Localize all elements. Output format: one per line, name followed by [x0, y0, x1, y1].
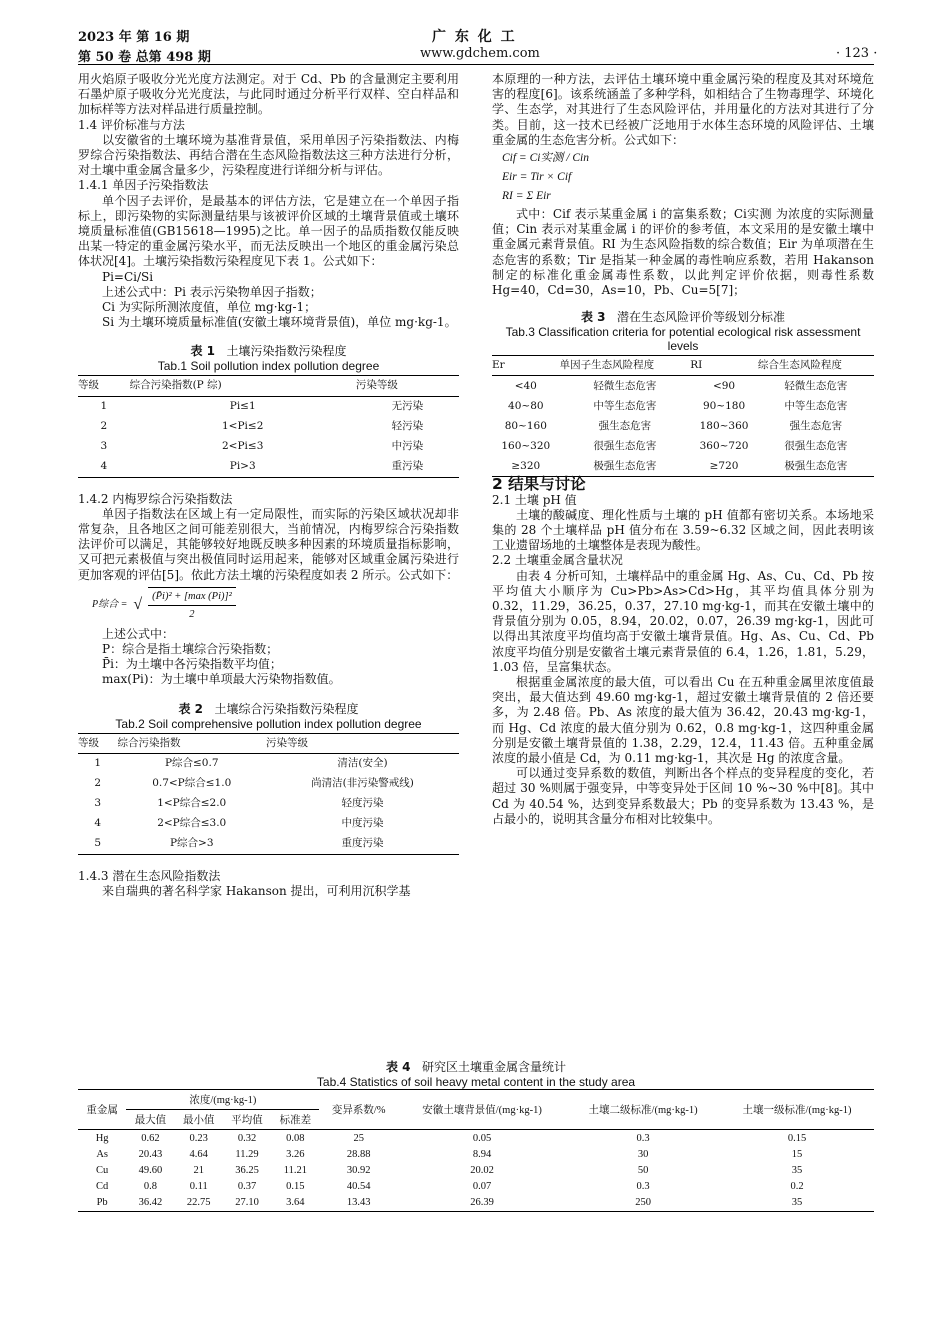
table-header: 土壤二级标准/(mg·kg-1)	[566, 1090, 720, 1130]
table-row: 4 Pi>3 重污染	[78, 457, 459, 477]
formula-nemerow: P综合 = √ (P̄i)² + [max (Pi)]² 2	[92, 587, 459, 623]
table4-caption: 表 4 研究区土壤重金属含量统计	[386, 1060, 566, 1074]
table-header: 综合生态风险程度	[758, 356, 874, 376]
journal-url[interactable]: www.gdchem.com	[420, 46, 540, 61]
definition: max(Pi)：为土壤中单项最大污染物指数值。	[102, 672, 341, 687]
table-row: 1 Pi≤1 无污染	[100, 400, 424, 413]
journal-name: 广 东 化 工	[432, 29, 517, 45]
definition: 上述公式中：Pi 表示污染物单因子指数；	[102, 284, 322, 299]
table-header: 安徽土壤背景值/(mg·kg-1)	[398, 1090, 566, 1130]
table-row: As 20.43 4.64 11.29 3.26 28.88 8.94 30 15	[96, 1148, 803, 1160]
formula-enrichment: Cif = Ci实测 / Cin	[502, 152, 589, 165]
table4-caption-en: Tab.4 Statistics of soil heavy metal content in the study area	[316, 1075, 636, 1089]
table-row: 1 P综合≤0.7 清洁(安全)	[94, 757, 388, 770]
formula-single-factor: Pi=Ci/Si	[102, 269, 154, 284]
section-heading: 2.2 土壤重金属含量状况	[492, 553, 623, 568]
section-heading: 1.4.2 内梅罗综合污染指数法	[78, 491, 233, 506]
definition: P̄i：为土壤中各污染指数平均值；	[102, 657, 282, 672]
table4-block	[78, 1060, 874, 1212]
section-heading: 1.4.3 潜在生态风险指数法	[78, 868, 221, 883]
table-subheader: 最大值	[126, 1110, 174, 1130]
table2-caption: 表 2 土壤综合污染指数污染程度	[178, 701, 359, 716]
paragraph: 用火焰原子吸收分光光度方法测定。对于 Cd、Pb 的含量测定主要利用石墨炉原子吸收分光光度法，与此同时通过分析平行双样、空白样品和加标样等方法对样品进行质量控制。	[78, 72, 459, 117]
paragraph: 由表 4 分析可知，土壤样品中的重金属 Hg、As、Cu、Cd、Pb 按平均值大小顺序为 Cu>Pb>As>Cd>Hg，其平均值具体分别为 0.32，11.29，36.25，0.37，27.10 mg·kg-1，而其在安徽土壤中的背景值分别为 0.05，8.94，20.02，0.07，26.39 mg·kg-1，因此可以得出其浓度平均值均高于安徽土壤背景值。Hg、As、Cu、Cd、Pb 浓度平均值分别是安徽省土壤元素背景值的 6.4，1.26，1.81，5.29，1.03 倍，呈富集状态。	[492, 568, 874, 674]
header-rule	[78, 64, 874, 65]
table-subheader: 平均值	[223, 1110, 271, 1130]
section-heading: 1.4.1 单因子污染指数法	[78, 178, 209, 193]
paragraph: 土壤的酸碱度、理化性质与土壤的 pH 值都有密切关系。本场地采集的 28 个土壤样品 pH 值分布在 3.59~6.32 区域之间，因此表明该工业遗留场地的土壤整体是表现为酸性。	[492, 507, 874, 553]
section-heading: 2.1 土壤 pH 值	[492, 492, 577, 507]
table2-caption-en: Tab.2 Soil comprehensive pollution index pollution degree	[115, 716, 422, 731]
table-header: 浓度/(mg·kg-1)	[126, 1090, 319, 1110]
table-row: ≥320 极强生态危害 ≥720 极强生态危害	[492, 456, 874, 476]
table-row: 3 1<P综合≤2.0 轻度污染	[94, 797, 384, 810]
section-heading: 1.4 评价标准与方法	[78, 117, 185, 132]
table1-caption: 表 1 土壤污染指数污染程度	[190, 344, 347, 359]
paragraph: 式中：Cif 表示某重金属 i 的富集系数；Ci实测 为浓度的实际测量值；Cin 表示对某重金属 i 的评价的参考值，本文采用的是安徽土壤中重金属元素背景值。RI 为生态风险指数的综合数值；Eir 为单项潜在生态危害的系数；Tir 是指某一种金属的毒性响应系数，若用 Hakanson 制定的标准化重金属毒性系数，以此判定评价依据，则毒性系数 Hg=40，Cd=30，As=10，Pb、Cu=5[7]；	[492, 207, 874, 298]
table1	[78, 375, 459, 477]
table3-caption: 表 3 潜在生态风险评价等级划分标准	[581, 310, 785, 325]
paragraph: 以安徽省的土壤环境为基准背景值，采用单因子污染指数法、内梅罗综合污染指数法、再结合潜在生态风险指数法这三种方法进行分析，对土壤中重金属含量多少，污染程度进行详细分析与评估。	[78, 132, 459, 178]
table-header: 土壤一级标准/(mg·kg-1)	[720, 1090, 874, 1130]
table-header: RI	[690, 356, 758, 376]
table-header: 重金属	[78, 1090, 126, 1130]
page-number: · 123 ·	[836, 46, 878, 61]
paragraph: 可以通过变异系数的数值，判断出各个样点的变异程度的变化，若超过 30 %则属于强变异，中等变异处于区间 10 %~30 %中[8]。其中 Cd 为 40.54 %，达到变异系数最大；Pb 的变异系数为 13.43 %，是占最小的，说明其含量分布相对比较集中。	[492, 766, 874, 826]
table-row: Cd 0.8 0.11 0.37 0.15 40.54 0.07 0.3 0.2	[96, 1181, 804, 1193]
table-row: 40~80 中等生态危害 90~180 中等生态危害	[508, 399, 848, 412]
formula-single-risk: Eir = Tir × Cif	[502, 171, 572, 184]
table-header: 变异系数/%	[319, 1090, 397, 1130]
table3-caption-en: Tab.3 Classification criteria for potential ecological risk assessment levels	[505, 325, 861, 354]
table-row: Pb 36.42 22.75 27.10 3.64 13.43 26.39 250 35	[78, 1195, 874, 1212]
table-header: 等级	[78, 733, 117, 753]
paragraph: 本原理的一种方法，去评估土壤环境中重金属污染的程度及其对环境危害的程度[6]。该系统涵盖了多种学科，如相结合了生物毒理学、环境化学、生态学，对其进行了生态风险评估，并用量化的方法对其进行了分类。目前，这一技术已经被广泛地用于水体生态环境的风险评估、土壤重金属的生态危害分析。公式如下：	[492, 72, 874, 147]
table-row: 2 1<Pi≤2 轻污染	[100, 420, 424, 433]
table-header: 单因子生态风险程度	[560, 356, 691, 376]
table-row: 4 2<P综合≤3.0 中度污染	[94, 817, 384, 830]
right-column	[492, 72, 874, 827]
table-subheader: 最小值	[175, 1110, 223, 1130]
table-header: 污染等级	[356, 376, 459, 396]
left-column	[78, 72, 459, 899]
paragraph: 根据重金属浓度的最大值，可以看出 Cu 在五种重金属里浓度值最突出，最大值达到 49.60 mg·kg-1，超过安徽土壤背景值的 2 倍还要多，为 2.48 倍。Pb、As 浓度的最大值为 36.42，20.43 mg·kg-1，而 Hg、Cd 浓度的最大值分别为 0.62，0.8 mg·kg-1，这四种重金属分别是安徽土壤背景值的 1.38，2.29，12.4，11.43 倍。五种重金属浓度的最小值是 Cd，为 0.11 mg·kg-1，其次是 Hg 的浓度含量。	[492, 675, 874, 766]
definition: P：综合是指土壤综合污染指数；	[102, 642, 279, 657]
definition: Ci 为实际所测浓度值，单位 mg·kg-1；	[102, 300, 317, 315]
paragraph: 单因子指数法在区域上有一定局限性，而实际的污染区域状况却非常复杂，且各地区之间可能差别很大，当前情况，内梅罗综合污染指数法评价可以满足，其能够较好地既反映多种因素的环境质量指标影响，又可把元素极值与突出极值同时运用起来，能够对区域重金属污染进行更加客观的评估[5]。依此方法土壤的污染程度如表 2 所示。公式如下：	[78, 506, 459, 582]
table-row: 2 0.7<P综合≤1.0 尚清洁(非污染警戒线)	[94, 777, 414, 790]
definition: 上述公式中：	[102, 626, 175, 641]
definition: Si 为土壤环境质量标准值(安徽土壤环境背景值)，单位 mg·kg-1。	[102, 315, 457, 330]
table-row: 80~160 强生态危害 180~360 强生态危害	[504, 419, 843, 432]
table-row: 3 2<Pi≤3 中污染	[100, 440, 424, 453]
issue-info: 2023 年 第 16 期	[78, 30, 190, 45]
table-row: 160~320 很强生态危害 360~720 很强生态危害	[501, 439, 848, 452]
table1-caption-en: Tab.1 Soil pollution index pollution degree	[157, 359, 380, 374]
formula-risk-index: RI = Σ Eir	[502, 190, 551, 203]
table-row: 5 P综合>3 重度污染	[78, 834, 459, 854]
table2	[78, 733, 459, 855]
table-subheader: 标准差	[271, 1110, 319, 1130]
table-header: Er	[492, 356, 560, 376]
table-row: <40 轻微生态危害 <90 轻微生态危害	[514, 379, 848, 392]
paragraph: 单个因子去评价，是最基本的评估方法，它是建立在一个单因子指标上，即污染物的实际测量结果与该被评价区域的土壤背景值或土壤环境质量标准值(GB15618—1995)之比。单一因子的品质指数仅能反映出某一特定的重金属污染水平，而无法反映出一个地区的重金属污染总体状况[4]。土壤污染指数污染程度见下表 1。公式如下：	[78, 193, 459, 269]
table4	[78, 1089, 874, 1212]
table-header: 污染等级	[266, 733, 459, 753]
paragraph: 来自瑞典的著名科学家 Hakanson 提出，可利用沉积学基	[102, 883, 411, 898]
section-title: 2 结果与讨论	[492, 475, 586, 494]
table3	[492, 355, 874, 477]
volume-info: 第 50 卷 总第 498 期	[78, 50, 211, 65]
table-header: 综合污染指数(P 综)	[130, 376, 356, 396]
table-row: Hg 0.62 0.23 0.32 0.08 25 0.05 0.3 0.15	[95, 1132, 807, 1144]
table-row: Cu 49.60 21 36.25 11.21 30.92 20.02 50 35	[96, 1164, 803, 1176]
table-header: 等级	[78, 376, 130, 396]
table-header: 综合污染指数	[117, 733, 266, 753]
